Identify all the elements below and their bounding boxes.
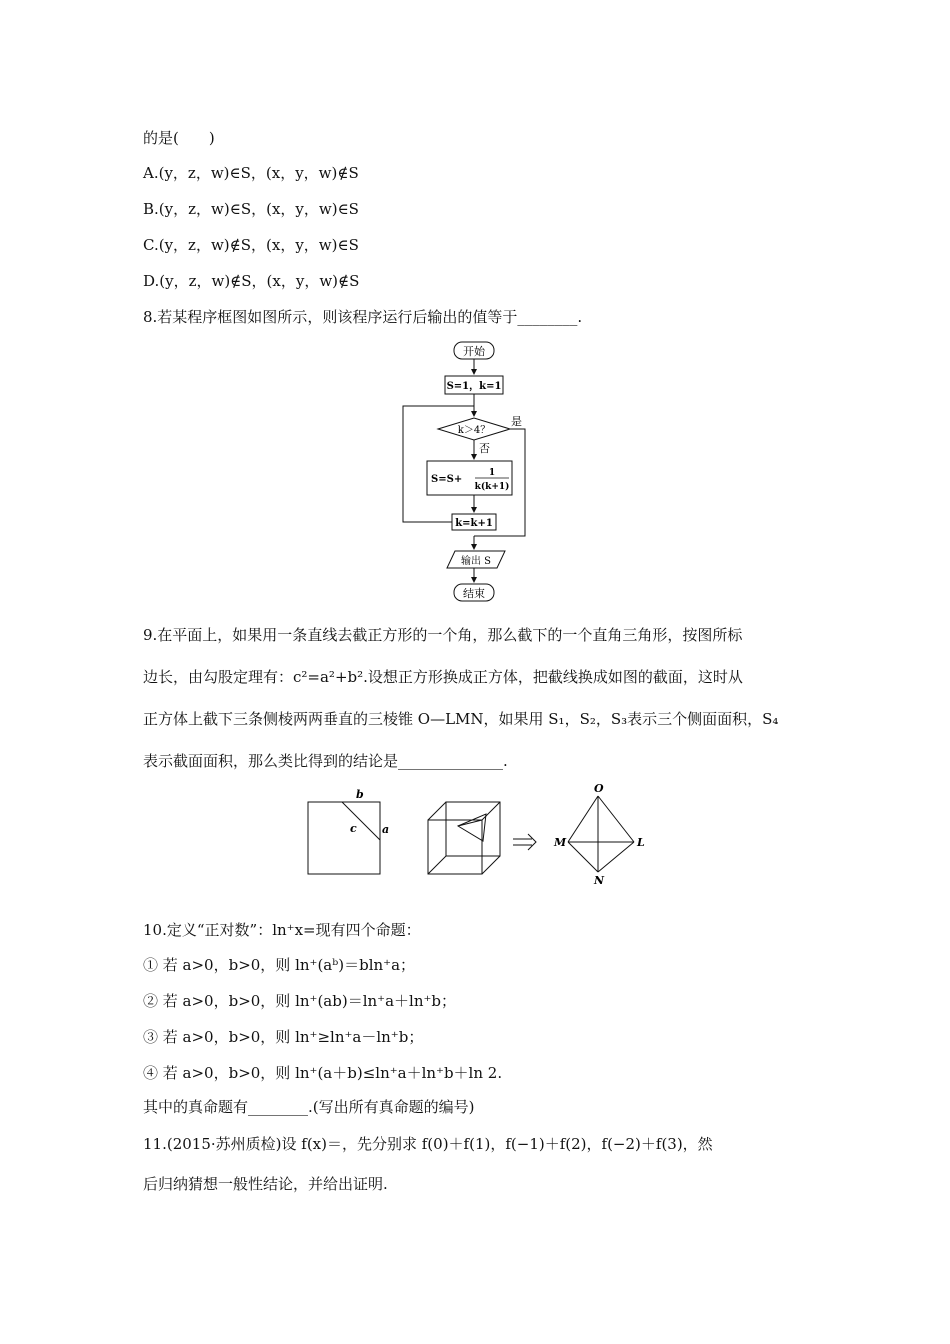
label-b: b [356,788,364,801]
q11-line-2: 后归纳猜想一般性结论，并给出证明. [143,1175,388,1193]
q11-line-1: 11.(2015·苏州质检)设 f(x)＝，先分别求 f(0)＋f(1)，f(−1)＋f(2)，f(−2)＋f(3)，然 [143,1135,713,1153]
flow-condition-label: k＞4？ [457,425,491,436]
q9-line-3: 正方体上截下三条侧棱两两垂直的三棱锥 O—LMN，如果用 S₁，S₂，S₃表示三个侧面面积，S₄ [143,710,779,728]
cube-figure [428,802,500,874]
q10-item-3: ③ 若 a>0，b>0，则 ln⁺≥ln⁺a－ln⁺b； [143,1028,424,1046]
flow-yes-label: 是 [511,415,522,428]
flow-sum-left: S=S+ [431,474,463,485]
q9-line-4: 表示截面面积，那么类比得到的结论是______________. [143,752,508,770]
label-N: N [594,874,605,887]
q7-option-d: D.(y，z，w)∉S，(x，y，w)∉S [143,272,360,290]
flow-inc-label: k=k+1 [455,518,493,529]
flow-no-label: 否 [479,442,490,455]
flow-start-label: 开始 [463,345,485,358]
flow-sum-numerator: 1 [488,468,496,478]
q10-item-4: ④ 若 a>0，b>0，则 ln⁺(a＋b)≤ln⁺a＋ln⁺b＋ln 2. [143,1064,503,1082]
flow-sum-denominator: k(k+1) [474,482,510,492]
label-M: M [554,836,567,849]
label-O: O [594,782,604,795]
q8-text: 8.若某程序框图如图所示，则该程序运行后输出的值等于________. [143,308,583,326]
flowchart [395,336,545,606]
q7-option-a: A.(y，z，w)∈S，(x，y，w)∉S [143,164,359,182]
double-arrow-icon [513,834,536,850]
label-c: c [350,822,357,835]
square-figure [308,802,380,874]
q10-title: 10.定义“正对数”：ln⁺x=现有四个命题： [143,921,421,939]
q7-option-b: B.(y，z，w)∈S，(x，y，w)∈S [143,200,359,218]
flow-end-label: 结束 [463,587,485,600]
flow-output-label: 输出 S [460,556,492,567]
tetrahedron-figure [568,796,634,872]
label-a: a [382,823,390,836]
q10-item-2: ② 若 a>0，b>0，则 ln⁺(ab)＝ln⁺a＋ln⁺b； [143,992,456,1010]
q9-line-1: 9.在平面上，如果用一条直线去截正方形的一个角，那么截下的一个直角三角形，按图所标 [143,626,743,644]
q7-option-c: C.(y，z，w)∉S，(x，y，w)∈S [143,236,359,254]
q10-footer: 其中的真命题有________.(写出所有真命题的编号) [143,1098,475,1116]
q10-item-1: ① 若 a>0，b>0，则 ln⁺(aᵇ)＝bln⁺a； [143,956,416,974]
q7-tail: 的是( ) [143,129,215,147]
flow-init-label: S=1，k=1 [446,381,502,392]
q9-line-2: 边长，由勾股定理有：c²=a²+b².设想正方形换成正方体，把截线换成如图的截面，这时从 [143,668,743,686]
label-L: L [637,836,645,849]
q9-figures [300,778,660,888]
